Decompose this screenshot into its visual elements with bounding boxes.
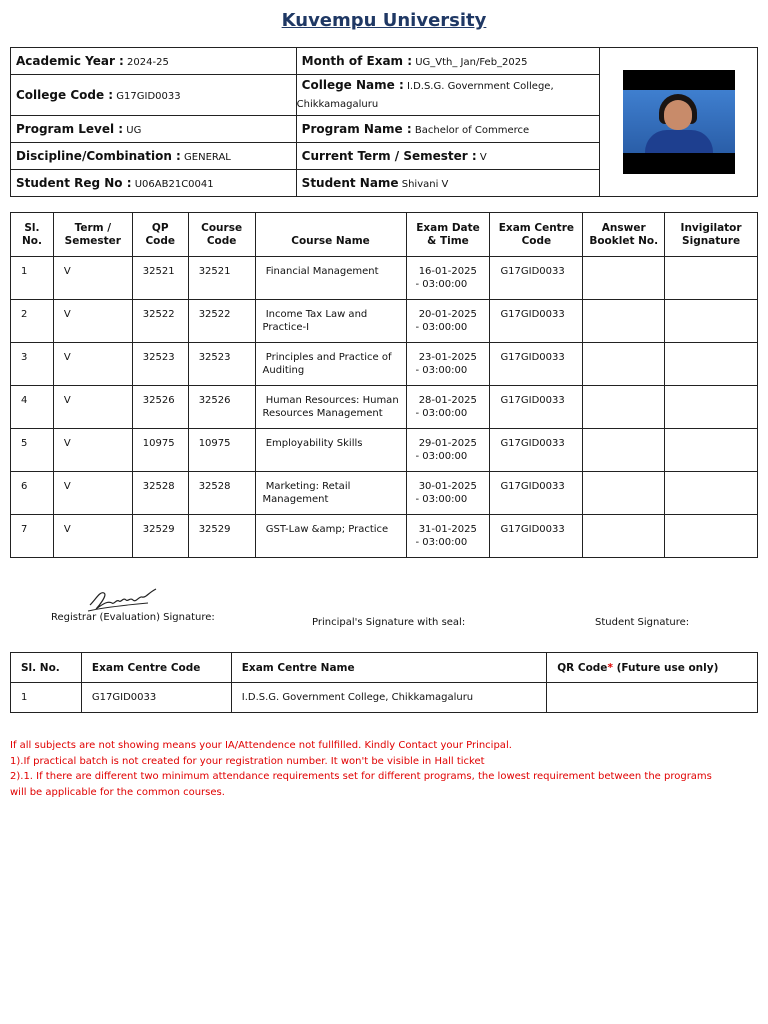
student-reg-label: Student Reg No : <box>16 176 132 190</box>
header-term: Term / Semester <box>53 213 132 257</box>
academic-year-value: 2024-25 <box>127 57 169 68</box>
cell-exam-date: 20-01-2025 - 03:00:00 <box>406 300 490 343</box>
table-row <box>11 683 758 713</box>
principal-signature-label: Principal's Signature with seal: <box>312 617 466 628</box>
cell-answer-booklet[interactable] <box>583 515 665 558</box>
cell-term: V <box>53 515 132 558</box>
cell-qp: 32523 <box>132 343 188 386</box>
cell-invigilator-signature[interactable] <box>665 472 758 515</box>
student-signature-label: Student Signature: <box>595 617 690 628</box>
cell-qp: 32528 <box>132 472 188 515</box>
header-answer-booklet: Answer Booklet No. <box>583 213 665 257</box>
cell-sl: 6 <box>11 472 54 515</box>
header-exam-date: Exam Date & Time <box>406 213 490 257</box>
cell-sl: 4 <box>11 386 54 429</box>
course-table <box>10 212 758 558</box>
cell-sl: 1 <box>11 683 82 713</box>
student-info-table <box>10 47 758 197</box>
program-level-cell <box>11 116 297 143</box>
cell-course-code: 32523 <box>188 343 255 386</box>
cell-qr-code <box>547 683 758 713</box>
cell-qp: 32526 <box>132 386 188 429</box>
cell-sl: 2 <box>11 300 54 343</box>
notes-section <box>10 738 730 800</box>
cell-answer-booklet[interactable] <box>583 429 665 472</box>
cell-centre-code: G17GID0033 <box>490 343 583 386</box>
cell-answer-booklet[interactable] <box>583 300 665 343</box>
cell-qp: 32521 <box>132 257 188 300</box>
college-code-label: College Code : <box>16 88 114 102</box>
cell-invigilator-signature[interactable] <box>665 515 758 558</box>
header-course-code: Course Code <box>188 213 255 257</box>
exam-centre-table <box>10 652 758 713</box>
table-row <box>11 472 758 515</box>
cell-exam-date: 30-01-2025 - 03:00:00 <box>406 472 490 515</box>
cell-course-code: 32521 <box>188 257 255 300</box>
cell-centre-code: G17GID0033 <box>490 472 583 515</box>
cell-exam-date: 23-01-2025 - 03:00:00 <box>406 343 490 386</box>
cell-invigilator-signature[interactable] <box>665 300 758 343</box>
cell-term: V <box>53 429 132 472</box>
cell-term: V <box>53 386 132 429</box>
discipline-cell <box>11 143 297 170</box>
student-reg-value: U06AB21C0041 <box>134 179 214 190</box>
note-practical-batch: 1).If practical batch is not created for your registration number. It won't be visible in Hall ticket <box>10 755 485 767</box>
note-attendance: If all subjects are not showing means your IA/Attendence not fullfilled. Kindly Contact your Principal. <box>10 740 512 751</box>
program-name-value: Bachelor of Commerce <box>414 125 530 136</box>
cell-course-code: 32529 <box>188 515 255 558</box>
college-name-value-line2: Chikkamagaluru <box>296 99 379 110</box>
cell-qp: 10975 <box>132 429 188 472</box>
cell-sl: 5 <box>11 429 54 472</box>
cell-exam-date: 29-01-2025 - 03:00:00 <box>406 429 490 472</box>
cell-exam-date: 28-01-2025 - 03:00:00 <box>406 386 490 429</box>
cell-course-name: Financial Management <box>255 257 406 300</box>
cell-invigilator-signature[interactable] <box>665 343 758 386</box>
registrar-signature-image <box>86 583 166 615</box>
month-of-exam-value: UG_Vth_ Jan/Feb_2025 <box>415 57 528 68</box>
table-row <box>11 386 758 429</box>
table-row <box>11 300 758 343</box>
student-reg-cell <box>11 170 297 197</box>
header-exam-centre-code: Exam Centre Code <box>81 653 231 683</box>
student-name-value: Shivani V <box>401 179 449 190</box>
student-name-label: Student Name <box>301 176 399 190</box>
table-row <box>11 343 758 386</box>
cell-course-name: Marketing: Retail Management <box>255 472 406 515</box>
cell-course-code: 32522 <box>188 300 255 343</box>
college-name-value-line1: I.D.S.G. Government College, <box>406 81 554 92</box>
cell-course-code: 32526 <box>188 386 255 429</box>
course-table-header <box>11 213 758 257</box>
program-level-value: UG <box>126 125 142 136</box>
month-of-exam-cell <box>296 48 599 75</box>
cell-centre-name: I.D.S.G. Government College, Chikkamagaluru <box>231 683 546 713</box>
cell-answer-booklet[interactable] <box>583 343 665 386</box>
header-course-name: Course Name <box>255 213 406 257</box>
month-of-exam-label: Month of Exam : <box>301 54 413 68</box>
cell-term: V <box>53 300 132 343</box>
header-exam-centre-name: Exam Centre Name <box>231 653 546 683</box>
program-level-label: Program Level : <box>16 122 124 136</box>
cell-answer-booklet[interactable] <box>583 257 665 300</box>
discipline-value: GENERAL <box>184 152 231 163</box>
cell-exam-date: 31-01-2025 - 03:00:00 <box>406 515 490 558</box>
current-term-label: Current Term / Semester : <box>301 149 477 163</box>
cell-sl: 1 <box>11 257 54 300</box>
program-name-label: Program Name : <box>301 122 412 136</box>
academic-year-label: Academic Year : <box>16 54 124 68</box>
college-code-value: G17GID0033 <box>116 91 181 102</box>
cell-invigilator-signature[interactable] <box>665 257 758 300</box>
cell-course-name: Principles and Practice of Auditing <box>255 343 406 386</box>
header-sl-no: Sl. No. <box>11 213 54 257</box>
table-row <box>11 515 758 558</box>
cell-course-code: 10975 <box>188 429 255 472</box>
discipline-label: Discipline/Combination : <box>16 149 181 163</box>
college-code-cell <box>11 75 297 116</box>
current-term-cell <box>296 143 599 170</box>
cell-centre-code: G17GID0033 <box>490 386 583 429</box>
cell-term: V <box>53 343 132 386</box>
table-row <box>11 257 758 300</box>
header-invigilator-signature: Invigilator Signature <box>665 213 758 257</box>
cell-exam-date: 16-01-2025 - 03:00:00 <box>406 257 490 300</box>
cell-centre-code: G17GID0033 <box>490 429 583 472</box>
current-term-value: V <box>479 152 487 163</box>
cell-answer-booklet[interactable] <box>583 386 665 429</box>
header-qp-code: QP Code <box>132 213 188 257</box>
header-qr-code: QR Code* (Future use only) <box>547 653 758 683</box>
centre-table-header <box>11 653 758 683</box>
cell-course-name: Employability Skills <box>255 429 406 472</box>
cell-course-code: 32528 <box>188 472 255 515</box>
student-name-cell <box>296 170 599 197</box>
cell-answer-booklet[interactable] <box>583 472 665 515</box>
note-minimum-attendance: 2).1. If there are different two minimum attendance requirements set for different programs, the lowest requirement between the programs will be applicable for the common courses. <box>10 771 712 798</box>
cell-term: V <box>53 257 132 300</box>
cell-qp: 32529 <box>132 515 188 558</box>
cell-centre-code: G17GID0033 <box>490 300 583 343</box>
photo-cell <box>600 48 758 197</box>
cell-course-name: Human Resources: Human Resources Management <box>255 386 406 429</box>
page-title: Kuvempu University <box>281 10 487 31</box>
college-name-cell <box>296 75 599 116</box>
academic-year-cell <box>11 48 297 75</box>
cell-course-name: GST-Law &amp; Practice <box>255 515 406 558</box>
cell-sl: 3 <box>11 343 54 386</box>
registrar-signature-label: Registrar (Evaluation) Signature: <box>51 612 215 623</box>
cell-qp: 32522 <box>132 300 188 343</box>
cell-centre-code: G17GID0033 <box>81 683 231 713</box>
college-name-label: College Name : <box>301 78 404 92</box>
program-name-cell <box>296 116 599 143</box>
table-row <box>11 429 758 472</box>
cell-invigilator-signature[interactable] <box>665 429 758 472</box>
cell-centre-code: G17GID0033 <box>490 515 583 558</box>
cell-invigilator-signature[interactable] <box>665 386 758 429</box>
cell-centre-code: G17GID0033 <box>490 257 583 300</box>
header-exam-centre-code: Exam Centre Code <box>490 213 583 257</box>
cell-course-name: Income Tax Law and Practice-I <box>255 300 406 343</box>
cell-term: V <box>53 472 132 515</box>
student-photo <box>623 70 735 174</box>
header-sl-no: Sl. No. <box>11 653 82 683</box>
cell-sl: 7 <box>11 515 54 558</box>
